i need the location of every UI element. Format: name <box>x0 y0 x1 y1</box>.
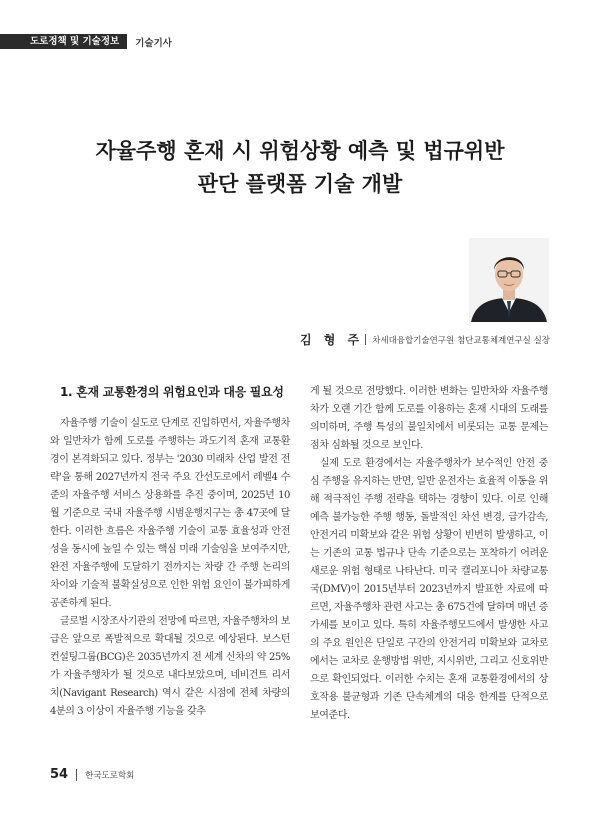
author-affiliation: 차세대융합기술연구원 첨단교통체계연구실 실장 <box>372 335 550 346</box>
author-portrait-image <box>469 238 549 322</box>
article-title <box>0 135 600 201</box>
running-header <box>0 34 172 49</box>
page-number: 54 <box>50 767 69 782</box>
paragraph: 실제 도로 환경에서는 자율주행차가 보수적인 안전 중심 주행을 유지하는 반면, 일반 운전자는 효율적 이동을 위해 적극적인 주행 전략을 택하는 경향이 있다. 이로 인해 예측 불가능한 주행 행동, 돌발적인 차선 변경, 급가감속, 안전거리 미확보와 같은 위험 상황이 빈번히 발생하고, 이는 기존의 교통 법규나 단속 기준으로는 포착하기 어려운 새로운 위험 형태로 나타난다. 미국 캘리포니아 차량교통국(DMV)이 2015년부터 2023년까지 발표한 자료에 따르면, 자율주행차 관련 사고는 총 675건에 달하며 매년 증가세를 보이고 있다. 특히 자율주행모드에서 발생한 사고의 주요 원인은 단일로 구간의 안전거리 미확보와 교차로에서는 교차로 운행방법 위반, 지시위반, 그리고 신호위반으로 확인되었다. 이러한 수치는 혼재 교통환경에서의 상호작용 불균형과 기존 단속체계의 대응 한계를 단적으로 보여준다. <box>310 458 548 721</box>
paragraph: 게 될 것으로 전망했다. 이러한 변화는 일반차와 자율주행차가 오랜 기간 함께 도로를 이용하는 혼재 시대의 도래를 의미하며, 주행 특성의 불일치에서 비롯되는 교통 문제는 점차 심화될 것으로 보인다. <box>310 386 548 451</box>
author-line <box>300 331 550 348</box>
paragraph: 자율주행 기술이 실도로 단계로 진입하면서, 자율주행차와 일반차가 함께 도로를 주행하는 과도기적 혼재 교통환경이 본격화되고 있다. 정부는 '2030 미래차 산업 발전 전략'을 통해 2027년까지 전국 주요 간선도로에서 레벨4 수준의 자율주행 서비스 상용화를 추진 중이며, 2025년 10월 기준으로 국내 자율주행 시범운행지구는 총 47곳에 달한다. 이러한 흐름은 자율주행 기술이 교통 효율성과 안전성을 동시에 높일 수 있는 핵심 미래 기술임을 보여주지만, 완전 자율주행에 도달하기 전까지는 차량 간 주행 논리의 차이와 기술적 불확실성으로 인한 위험 요인이 불가피하게 공존하게 된다. <box>50 418 290 609</box>
title-line-2: 판단 플랫폼 기술 개발 <box>197 172 403 196</box>
author-divider <box>365 334 366 345</box>
journal-name: 한국도로학회 <box>85 770 135 781</box>
left-column <box>50 379 290 721</box>
footer-divider <box>76 769 77 781</box>
header-section: 기술기사 <box>135 37 172 49</box>
title-line-1: 자율주행 혼재 시 위험상황 예측 및 법규위반 <box>95 139 505 163</box>
author-name: 김 형 주 <box>300 333 364 347</box>
author-photo <box>469 238 549 322</box>
right-column <box>310 383 548 725</box>
header-category: 도로정책 및 기술정보 <box>0 34 127 49</box>
page-footer <box>50 767 134 782</box>
section-heading: 1. 혼재 교통환경의 위험요인과 대응 필요성 <box>60 385 284 399</box>
paragraph: 글로벌 시장조사기관의 전망에 따르면, 자율주행차의 보급은 앞으로 폭발적으로 확대될 것으로 예상된다. 보스턴컨설팅그룹(BCG)은 2035년까지 전 세계 신차의 약 25%가 자율주행차가 될 것으로 내다보았으며, 네비건트 리서치(Navigant Research) 역시 같은 시점에 전체 차량의 4분의 3 이상이 자율주행 기능을 갖추 <box>50 616 290 717</box>
